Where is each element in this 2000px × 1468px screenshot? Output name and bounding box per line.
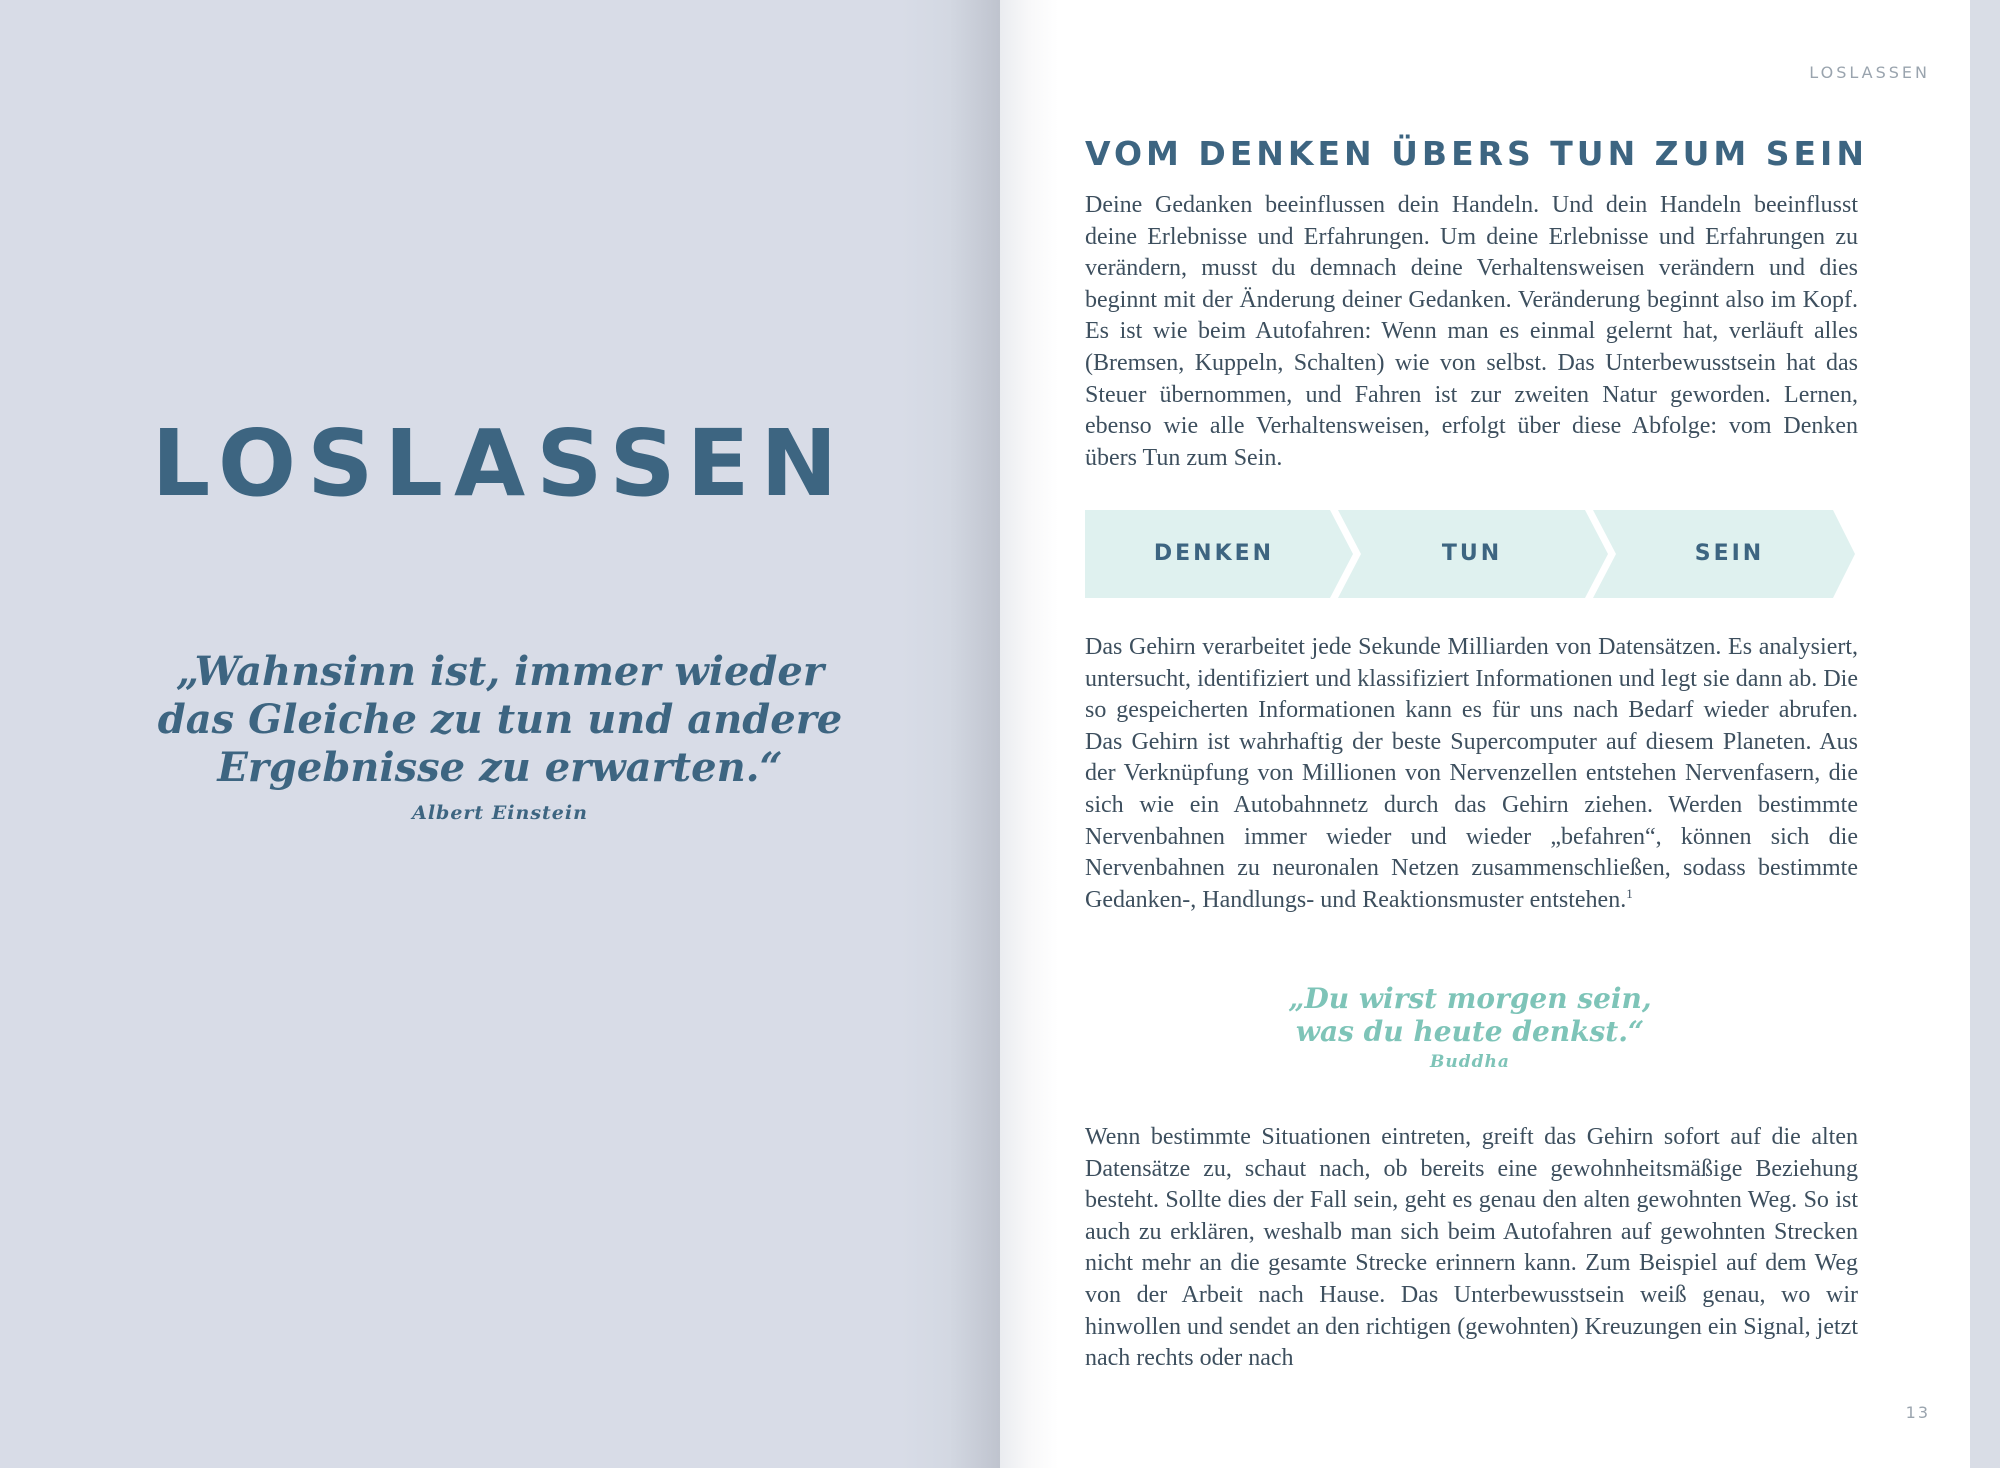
buddha-quote: [1240, 982, 1700, 1072]
quote-text: [150, 648, 850, 792]
paragraph-text: Das Gehirn verarbeitet jede Sekunde Milliarden von Datensätzen. Es analysiert, untersucht, identifiziert und klassifiziert Informationen und legt sie dann ab. Die so gespeicherten Informationen kann es für uns nach Bedarf wieder abrufen. Das Gehirn ist wahrhaftig der beste Supercomputer auf diesem Planeten. Aus der Verknüpfung von Millionen von Nervenzellen entstehen Nervenfasern, die sich wie ein Autobahnnetz durch das Gehirn ziehen. Werden bestimmte Nervenbahnen immer wieder und wieder „befahren“, können sich die Nervenbahnen zu neuronalen Netzen zusammenschließen, sodass bestimmte Gedanken-, Handlungs- und Reaktionsmuster entstehen.: [1085, 634, 1858, 913]
flow-step-label: DENKEN: [1153, 541, 1275, 566]
inline-quote-text: [1240, 982, 1700, 1048]
quote-line: Ergebnisse zu erwarten.“: [217, 744, 783, 791]
quote-author: Albert Einstein: [412, 802, 588, 824]
flow-step-label: TUN: [1441, 541, 1503, 566]
quote-line: was du heute denkst.“: [1295, 1015, 1645, 1048]
page-gutter-shadow: [948, 0, 1000, 1468]
page-number: 13: [1905, 1403, 1930, 1422]
process-flow: [1085, 510, 1855, 598]
section-title: VOM DENKEN ÜBERS TUN ZUM SEIN: [1085, 134, 1868, 173]
inline-quote-author: Buddha: [1430, 1052, 1510, 1072]
running-head: LOSLASSEN: [1809, 63, 1930, 82]
page-edge: [1970, 0, 2000, 1468]
quote-line: „Du wirst morgen sein,: [1288, 982, 1652, 1015]
body-paragraph-1: Deine Gedanken beeinflussen dein Handeln. Und dein Handeln beeinflusst deine Erlebnisse und Erfahrungen. Um deine Erlebnisse und Erfahrungen zu verändern, musst du demnach deine Verhaltensweisen verändern und dies beginnt mit der Änderung deiner Gedanken. Veränderung beginnt also im Kopf. Es ist wie beim Autofahren: Wenn man es einmal gelernt hat, verläuft alles (Bremsen, Kuppeln, Schalten) wie von selbst. Das Unterbewusstsein hat das Steuer übernommen, und Fahren ist zur zweiten Natur geworden. Lernen, ebenso wie alle Verhaltensweisen, erfolgt über diese Abfolge: vom Denken übers Tun zum Sein.: [1085, 192, 1858, 471]
body-paragraph-3: Wenn bestimmte Situationen eintreten, greift das Gehirn sofort auf die alten Datensätze zu, schaut nach, ob bereits eine gewohnheitsmäßige Beziehung besteht. Sollte dies der Fall sein, geht es genau den alten gewohnten Weg. So ist auch zu erklären, weshalb man sich beim Autofahren auf gewohnten Strecken nicht mehr an die gesamte Strecke erinnern kann. Zum Beispiel auf dem Weg von der Arbeit nach Hause. Das Unterbewusstsein weiß genau, wo wir hinwollen und sendet an den richtigen (gewohnten) Kreuzungen ein Signal, jetzt nach rechts oder nach: [1085, 1124, 1858, 1372]
quote-line: das Gleiche zu tun und andere: [157, 696, 843, 743]
flow-step-label: SEIN: [1694, 541, 1765, 566]
body-paragraph-2: [1085, 632, 1858, 916]
einstein-quote: [150, 648, 850, 824]
quote-line: „Wahnsinn ist, immer wieder: [176, 648, 824, 695]
chapter-title: LOSLASSEN: [151, 410, 849, 517]
footnote-marker: 1: [1626, 885, 1633, 901]
